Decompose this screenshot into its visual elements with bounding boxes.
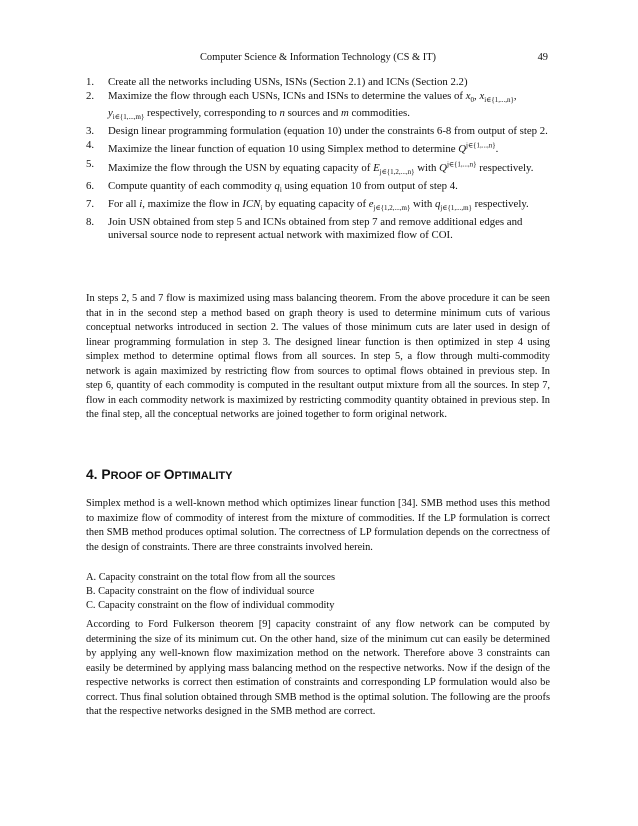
step-number: 5.: [86, 157, 95, 170]
step-text: Compute quantity of each commodity $q_i$ using equation 10 from output of step 4.: [108, 179, 458, 194]
page-number: 49: [537, 52, 548, 63]
step-number: 4.: [86, 139, 95, 152]
step-3: [86, 125, 550, 138]
step-text: For all i, maximize the flow in $ICN_i$ by equating capacity of $e_{j\in\{1,2,...,m\}}$ with $q_{j\in\{1,...,m\}}$ respectively.: [108, 197, 529, 212]
step-4: [86, 139, 550, 156]
procedure-steps: [86, 76, 550, 243]
step-8: [86, 216, 550, 242]
step-5: [86, 158, 550, 179]
constraint-a: A. Capacity constraint on the total flow from all the sources: [86, 572, 336, 583]
step-1: [86, 76, 550, 89]
step-text: Design linear programming formulation (equation 10) under the constraints 6-8 from output of step 2.: [108, 125, 548, 138]
step-2: [86, 90, 550, 124]
step-text: Create all the networks including USNs, ISNs (Section 2.1) and ICNs (Section 2.2): [108, 76, 468, 88]
step-number: 3.: [86, 125, 95, 138]
step-number: 7.: [86, 197, 95, 210]
step-6: [86, 180, 550, 197]
step-text: Maximize the linear function of equation 10 using Simplex method to determine $Q^{j\in\{1,...,n\}}$.: [108, 141, 499, 155]
step-text: Join USN obtained from step 5 and ICNs obtained from step 7 and remove additional edges and universal source node to represent actual network with maximized flow of COI.: [108, 215, 523, 241]
step-number: 1.: [86, 76, 95, 88]
section-heading: 4. PROOF OF OPTIMALITY: [86, 467, 233, 482]
constraint-c: C. Capacity constraint on the flow of individual commodity: [86, 600, 335, 611]
step-number: 8.: [86, 215, 95, 228]
step-number: 2.: [86, 90, 95, 102]
body-paragraph-3: According to Ford Fulkerson theorem [9] capacity constraint of any flow network can be computed by determining the size of its minimum cut. On the other hand, size of the minimum cut can easily be determined by applying any well-known flow maximization method on the network. Therefore above 3 constraints can easily be determined by applying mass balancing method on the respective networks. Now if the design of the respective networks is correct then estimation of constraints and corresponding LP formulation would also be correct. Thus final solution obtained through SMB method is the optimal solution. The following are the proofs that the respective networks designed in the SMB method are correct.: [86, 619, 550, 717]
step-number: 6.: [86, 179, 95, 192]
body-paragraph-1: In steps 2, 5 and 7 flow is maximized using mass balancing theorem. From the above procedure it can be seen that in in the second step a method based on graph theory is used to determine minimum cuts of various conceptual networks introduced in section 2. The values of those minimum cuts are later used in design of linear programming formulation in step 3. The designed linear function is then optimized in step 4 using simplex method to determine optimal flows from all sources. In step 5, a flow through multi-commodity network is again maximized by restricting flow from sources to optimal flows obtained in previous step. In step 6, quantity of each commodity is computed in the resultant output mixture from all the sources. In step 7, flow in each commodity network is maximized by restricting commodity quantity obtained in previous step. In the final step, all the conceptual networks are joined together to form original network.: [86, 293, 550, 420]
journal-title: Computer Science & Information Technology (CS & IT): [200, 52, 436, 63]
constraint-b: B. Capacity constraint on the flow of individual source: [86, 586, 315, 597]
step-7: [86, 198, 550, 215]
step-text: Maximize the flow through each USNs, ICNs and ISNs to determine the values of $x_0$, $x_{i\in\{1,...,n\}}$, $y_{i\in\{1,...,m\}}$ respectively, corresponding to n sources and m commodities.: [108, 90, 517, 122]
body-paragraph-2: Simplex method is a well-known method which optimizes linear function [34]. SMB method uses this method to maximize flow of commodity of interest from the mixture of commodities. If the LP formulation is correct then SMB method produces optimal solution. The correctness of LP formulation depends on the correctness of the design of constraints. There are three constraints involved herein.: [86, 498, 550, 553]
step-text: Maximize the flow through the USN by equating capacity of $E_{j\in\{1,2,...,n\}}$ with $Q^{j\in\{1,...,n\}}$ respectively.: [108, 159, 534, 176]
